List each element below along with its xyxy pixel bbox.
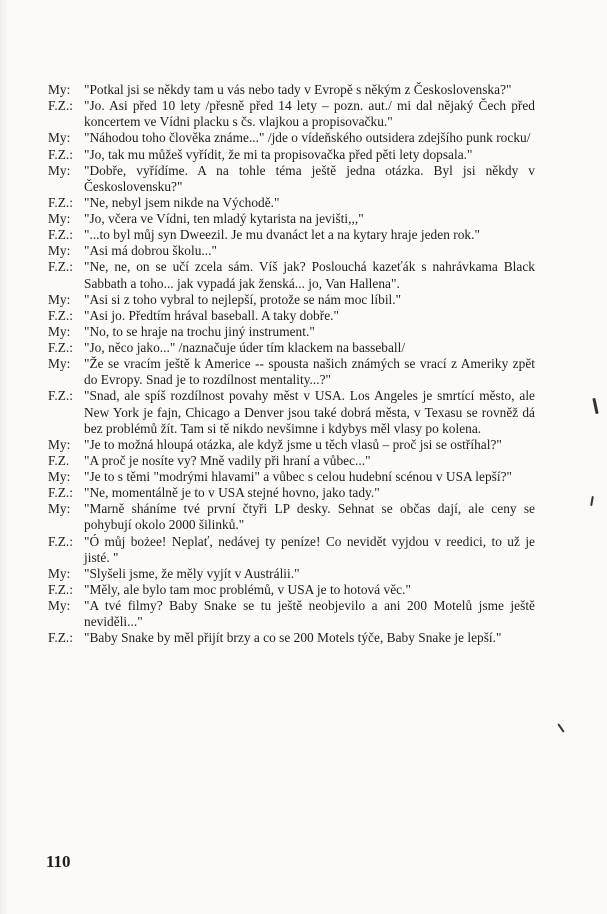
speaker-label: F.Z.: [48, 630, 73, 646]
speaker-label: F.Z.: [48, 581, 73, 597]
dialogue-entry [48, 356, 535, 388]
speaker-label: F.Z. [48, 452, 70, 468]
dialogue-text: "A proč je nosíte vy? Mně vadily při hraní a vůbec..." [84, 452, 371, 468]
dialogue-text: "Slyšeli jsme, že měly vyjít v Austrálii." [84, 565, 300, 581]
dialogue-entry [48, 163, 535, 195]
speaker-label: My: [48, 130, 71, 146]
dialogue-entry [48, 82, 535, 98]
speaker-label: My: [48, 356, 71, 372]
dialogue-entry [48, 437, 535, 453]
dialogue-text: "No, to se hraje na trochu jiný instrument." [84, 323, 315, 339]
dialogue-entry [48, 130, 535, 146]
dialogue-text: "Dobře, vyřídíme. A na tohle téma ještě jedna otázka. Byl jsi někdy v Československu?" [84, 162, 535, 194]
dialogue-entry [48, 195, 535, 211]
speaker-label: My: [48, 162, 71, 178]
speaker-label: F.Z.: [48, 340, 73, 355]
dialogue-text: "Ne, ne, on se učí zcela sám. Víš jak? Poslouchá kazeťák s nahrávkama Black Sabbath a toho... jak vypadá jak ženská... jo, Van Hallena". [84, 259, 535, 291]
speaker-label: F.Z.: [48, 388, 73, 404]
dialogue-text: "Asi má dobrou školu..." [84, 243, 217, 259]
dialogue-text: "Je to s těmi "modrými hlavami" a vůbec s celou hudební scénou v USA lepší?" [84, 469, 512, 484]
dialogue-text: "Je to možná hloupá otázka, ale když jsme u těch vlasů – proč jsi se ostříhal?" [84, 436, 502, 452]
dialogue-entry [48, 485, 535, 501]
page-edge-shadow [0, 0, 8, 914]
speaker-label: F.Z.: [48, 146, 73, 162]
speaker-label: My: [48, 82, 71, 97]
speaker-label: My: [48, 243, 71, 259]
dialogue-text: "Jo, včera ve Vídni, ten mladý kytarista na jevišti,,," [84, 211, 364, 226]
dialogue-text: "Jo. Asi před 10 lety /přesně před 14 lety – pozn. aut./ mi dal nějaký Čech před koncertem ve Vídni placku s čs. vlajkou a propisovačku." [84, 98, 535, 130]
dialogue-entry [48, 324, 535, 340]
speaker-label: F.Z.: [48, 307, 73, 323]
speaker-label: F.Z.: [48, 227, 73, 243]
dialogue-text: "Marně sháníme tvé první čtyři LP desky. Sehnat se občas dají, ale ceny se pohybují okolo 2000 šilinků." [84, 501, 535, 533]
dialogue-entry [48, 469, 535, 485]
dialogue-text: "Ne, nebyl jsem nikde na Východě." [84, 194, 280, 210]
speaker-label: My: [48, 291, 71, 307]
page-number: 110 [46, 852, 71, 871]
speaker-label: My: [48, 436, 71, 452]
speaker-label: My: [48, 323, 71, 339]
speaker-label: F.Z.: [48, 533, 73, 549]
dialogue-text: "Ne, momentálně je to v USA stejné hovno, jako tady." [84, 485, 380, 501]
speaker-label: F.Z.: [48, 485, 73, 501]
dialogue-entry [48, 453, 535, 469]
dialogue-entry [48, 292, 535, 308]
speaker-label: My: [48, 469, 71, 484]
dialogue-entry [48, 340, 535, 356]
dialogue-entry [48, 227, 535, 243]
dialogue-entry [48, 308, 535, 324]
dialogue-text: "Baby Snake by měl přijít brzy a co se 200 Motels týče, Baby Snake je lepší." [84, 630, 502, 646]
speaker-label: My: [48, 211, 71, 226]
dialogue-text: "Měly, ale bylo tam moc problémů, v USA je to hotová věc." [84, 581, 411, 597]
dialogue-text: "Náhodou toho člověka známe..." /jde o vídeňského outsidera zdejšího punk rocku/ [84, 130, 531, 146]
dialogue-text: "A tvé filmy? Baby Snake se tu ještě neobjevilo a ani 200 Motelů jsme ještě neviděli..." [84, 598, 535, 630]
dialogue-text: "Potkal jsi se někdy tam u vás nebo tady v Evropě s někým z Československa?" [84, 82, 512, 97]
ink-mark [557, 723, 564, 732]
dialogue-entry [48, 98, 535, 130]
dialogue-text: "Že se vracím ještě k Americe -- spousta našich známých se vrací z Ameriky zpět do Evropy. Snad je to rozdílnost mentality...?" [84, 356, 535, 388]
dialogue-entry [48, 147, 535, 163]
dialogue-entry [48, 566, 535, 582]
speaker-label: F.Z.: [48, 98, 73, 114]
dialogue-text: "Asi jo. Předtím hrával baseball. A taky dobře." [84, 307, 339, 323]
dialogue-text: "Ó můj bożee! Neplať, nedávej ty peníze! Co nevidět vyjdou v reedici, to už je jisté. " [84, 533, 535, 565]
dialogue-entry [48, 388, 535, 436]
dialogue-text: "...to byl můj syn Dweezil. Je mu dvanáct let a na kytary hraje jeden rok." [84, 227, 480, 243]
dialogue-entry [48, 259, 535, 291]
speaker-label: My: [48, 598, 71, 613]
speaker-label: My: [48, 565, 71, 581]
dialogue-entry [48, 598, 535, 630]
speaker-label: F.Z.: [48, 194, 73, 210]
ink-mark [592, 398, 598, 414]
speaker-label: My: [48, 501, 71, 517]
dialogue-text: "Snad, ale spíš rozdílnost povahy měst v USA. Los Angeles je smrtící město, ale New York je fajn, Chicago a Denver jsou také dobrá města, v Texasu se rovněž dá bez problémů žít. Tam si tě nikdo nevšimne i kdybys měl vlasy po kolena. [84, 388, 535, 436]
dialogue-entry [48, 501, 535, 533]
dialogue-entry [48, 243, 535, 259]
dialogue-text: "Asi si z toho vybral to nejlepší, protože se nám moc líbil." [84, 291, 402, 307]
dialogue-entry [48, 534, 535, 566]
dialogue-text: "Jo, něco jako..." /naznačuje úder tím klackem na basseball/ [84, 340, 406, 355]
speaker-label: F.Z.: [48, 259, 73, 275]
dialogue-entry [48, 630, 535, 646]
ink-mark [590, 496, 594, 506]
interview-text [48, 82, 535, 646]
dialogue-text: "Jo, tak mu můžeš vyřídit, že mi ta propisovačka před pěti lety dopsala." [84, 146, 473, 162]
dialogue-entry [48, 211, 535, 227]
dialogue-entry [48, 582, 535, 598]
